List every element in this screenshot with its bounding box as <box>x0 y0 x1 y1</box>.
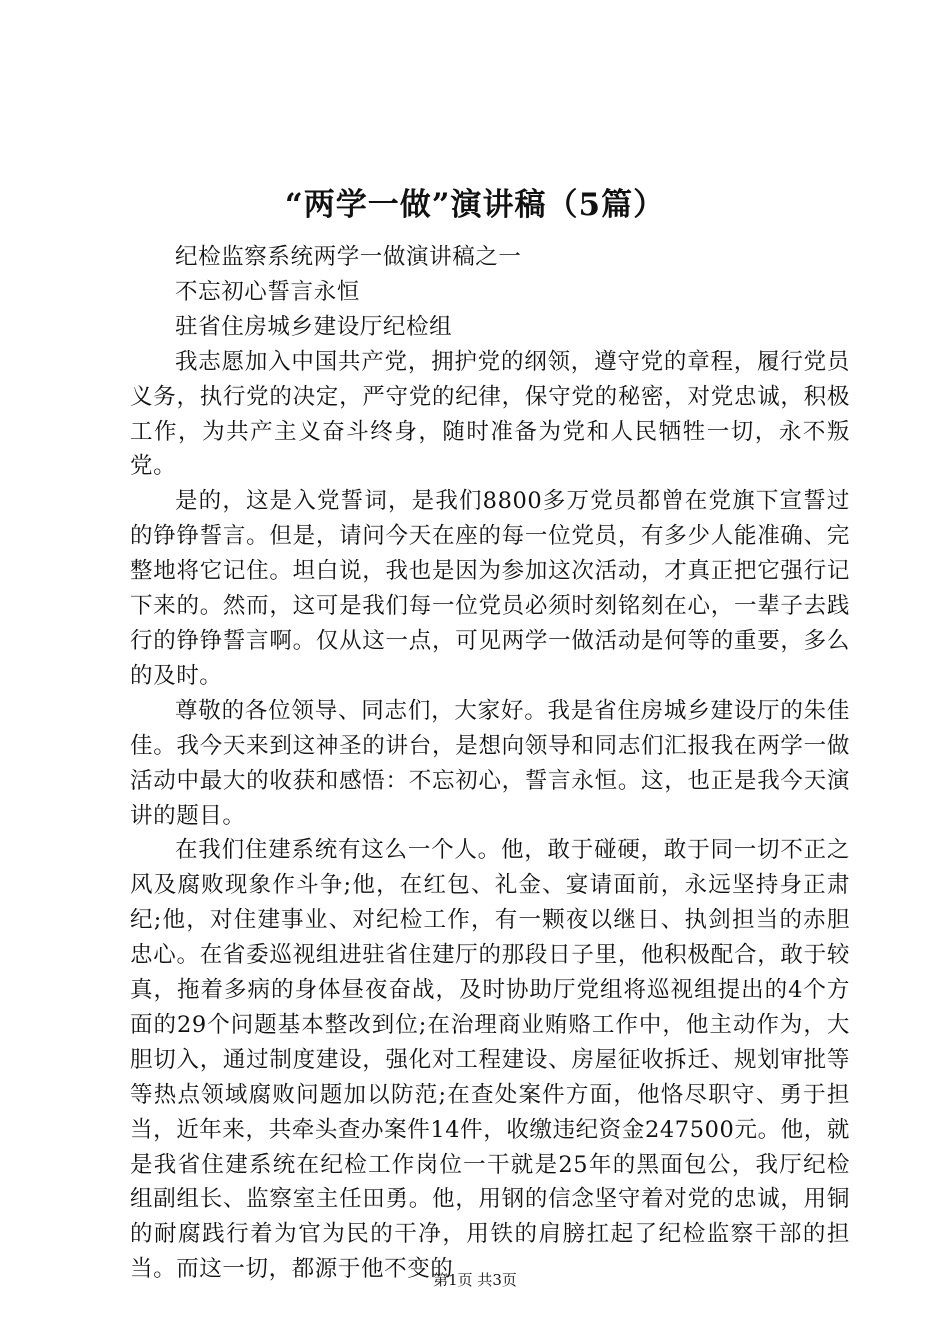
document-body <box>130 240 850 1287</box>
paragraph-oath-reflection: 是的，这是入党誓词，是我们8800多万党员都曾在党旗下宣誓过的铮铮誓言。但是，请问今天在座的每一位党员，有多少人能准确、完整地将它记住。坦白说，我也是因为参加这次活动，才真正把它强行记下来的。然而，这可是我们每一位党员必须时刻铭刻在心，一辈子去践行的铮铮誓言啊。仅从这一点，可见两学一做活动是何等的重要，多么的及时。 <box>130 488 850 689</box>
page-number-footer: 第1页 共3页 <box>433 1271 517 1289</box>
paragraph-oath: 我志愿加入中国共产党，拥护党的纲领，遵守党的章程，履行党员义务，执行党的决定，严守党的纪律，保守党的秘密，对党忠诚，积极工作，为共产主义奋斗终身，随时准备为党和人民牺牲一切，永不叛党。 <box>130 348 850 480</box>
document-title: “两学一做”演讲稿（5篇） <box>284 187 666 223</box>
paragraph-story: 在我们住建系统有这么一个人。他，敢于碰硬，敢于同一切不正之风及腐败现象作斗争;他，在红包、礼金、宴请面前，永远坚持身正肃纪;他，对住建事业、对纪检工作，有一颗夜以继日、执剑担当的赤胆忠心。在省委巡视组进驻省住建厅的那段日子里，他积极配合，敢于较真，拖着多病的身体昼夜奋战，及时协助厅党组将巡视组提出的4个方面的29个问题基本整改到位;在治理商业贿赂工作中，他主动作为，大胆切入，通过制度建设，强化对工程建设、房屋征收拆迁、规划审批等等热点领域腐败问题加以防范;在查处案件方面，他恪尽职守、勇于担当，近年来，共牵头查办案件14件，收缴违纪资金247500元。他，就是我省住建系统在纪检工作岗位一干就是25年的黑面包公，我厅纪检组副组长、监察室主任田勇。他，用钢的信念坚守着对党的忠诚，用铜的耐腐践行着为官为民的干净，用铁的肩膀扛起了纪检监察干部的担当。而这一切，都源于他不变的 <box>130 837 850 1283</box>
paragraph-author: 驻省住房城乡建设厅纪检组 <box>175 313 453 340</box>
paragraph-heading: 不忘初心誓言永恒 <box>175 278 360 305</box>
paragraph-greeting: 尊敬的各位领导、同志们，大家好。我是省住房城乡建设厅的朱佳佳。我今天来到这神圣的讲台，是想向领导和同志们汇报我在两学一做活动中最大的收获和感悟：不忘初心，誓言永恒。这，也正是我今天演讲的题目。 <box>130 697 850 829</box>
paragraph-subtitle: 纪检监察系统两学一做演讲稿之一 <box>175 244 522 270</box>
